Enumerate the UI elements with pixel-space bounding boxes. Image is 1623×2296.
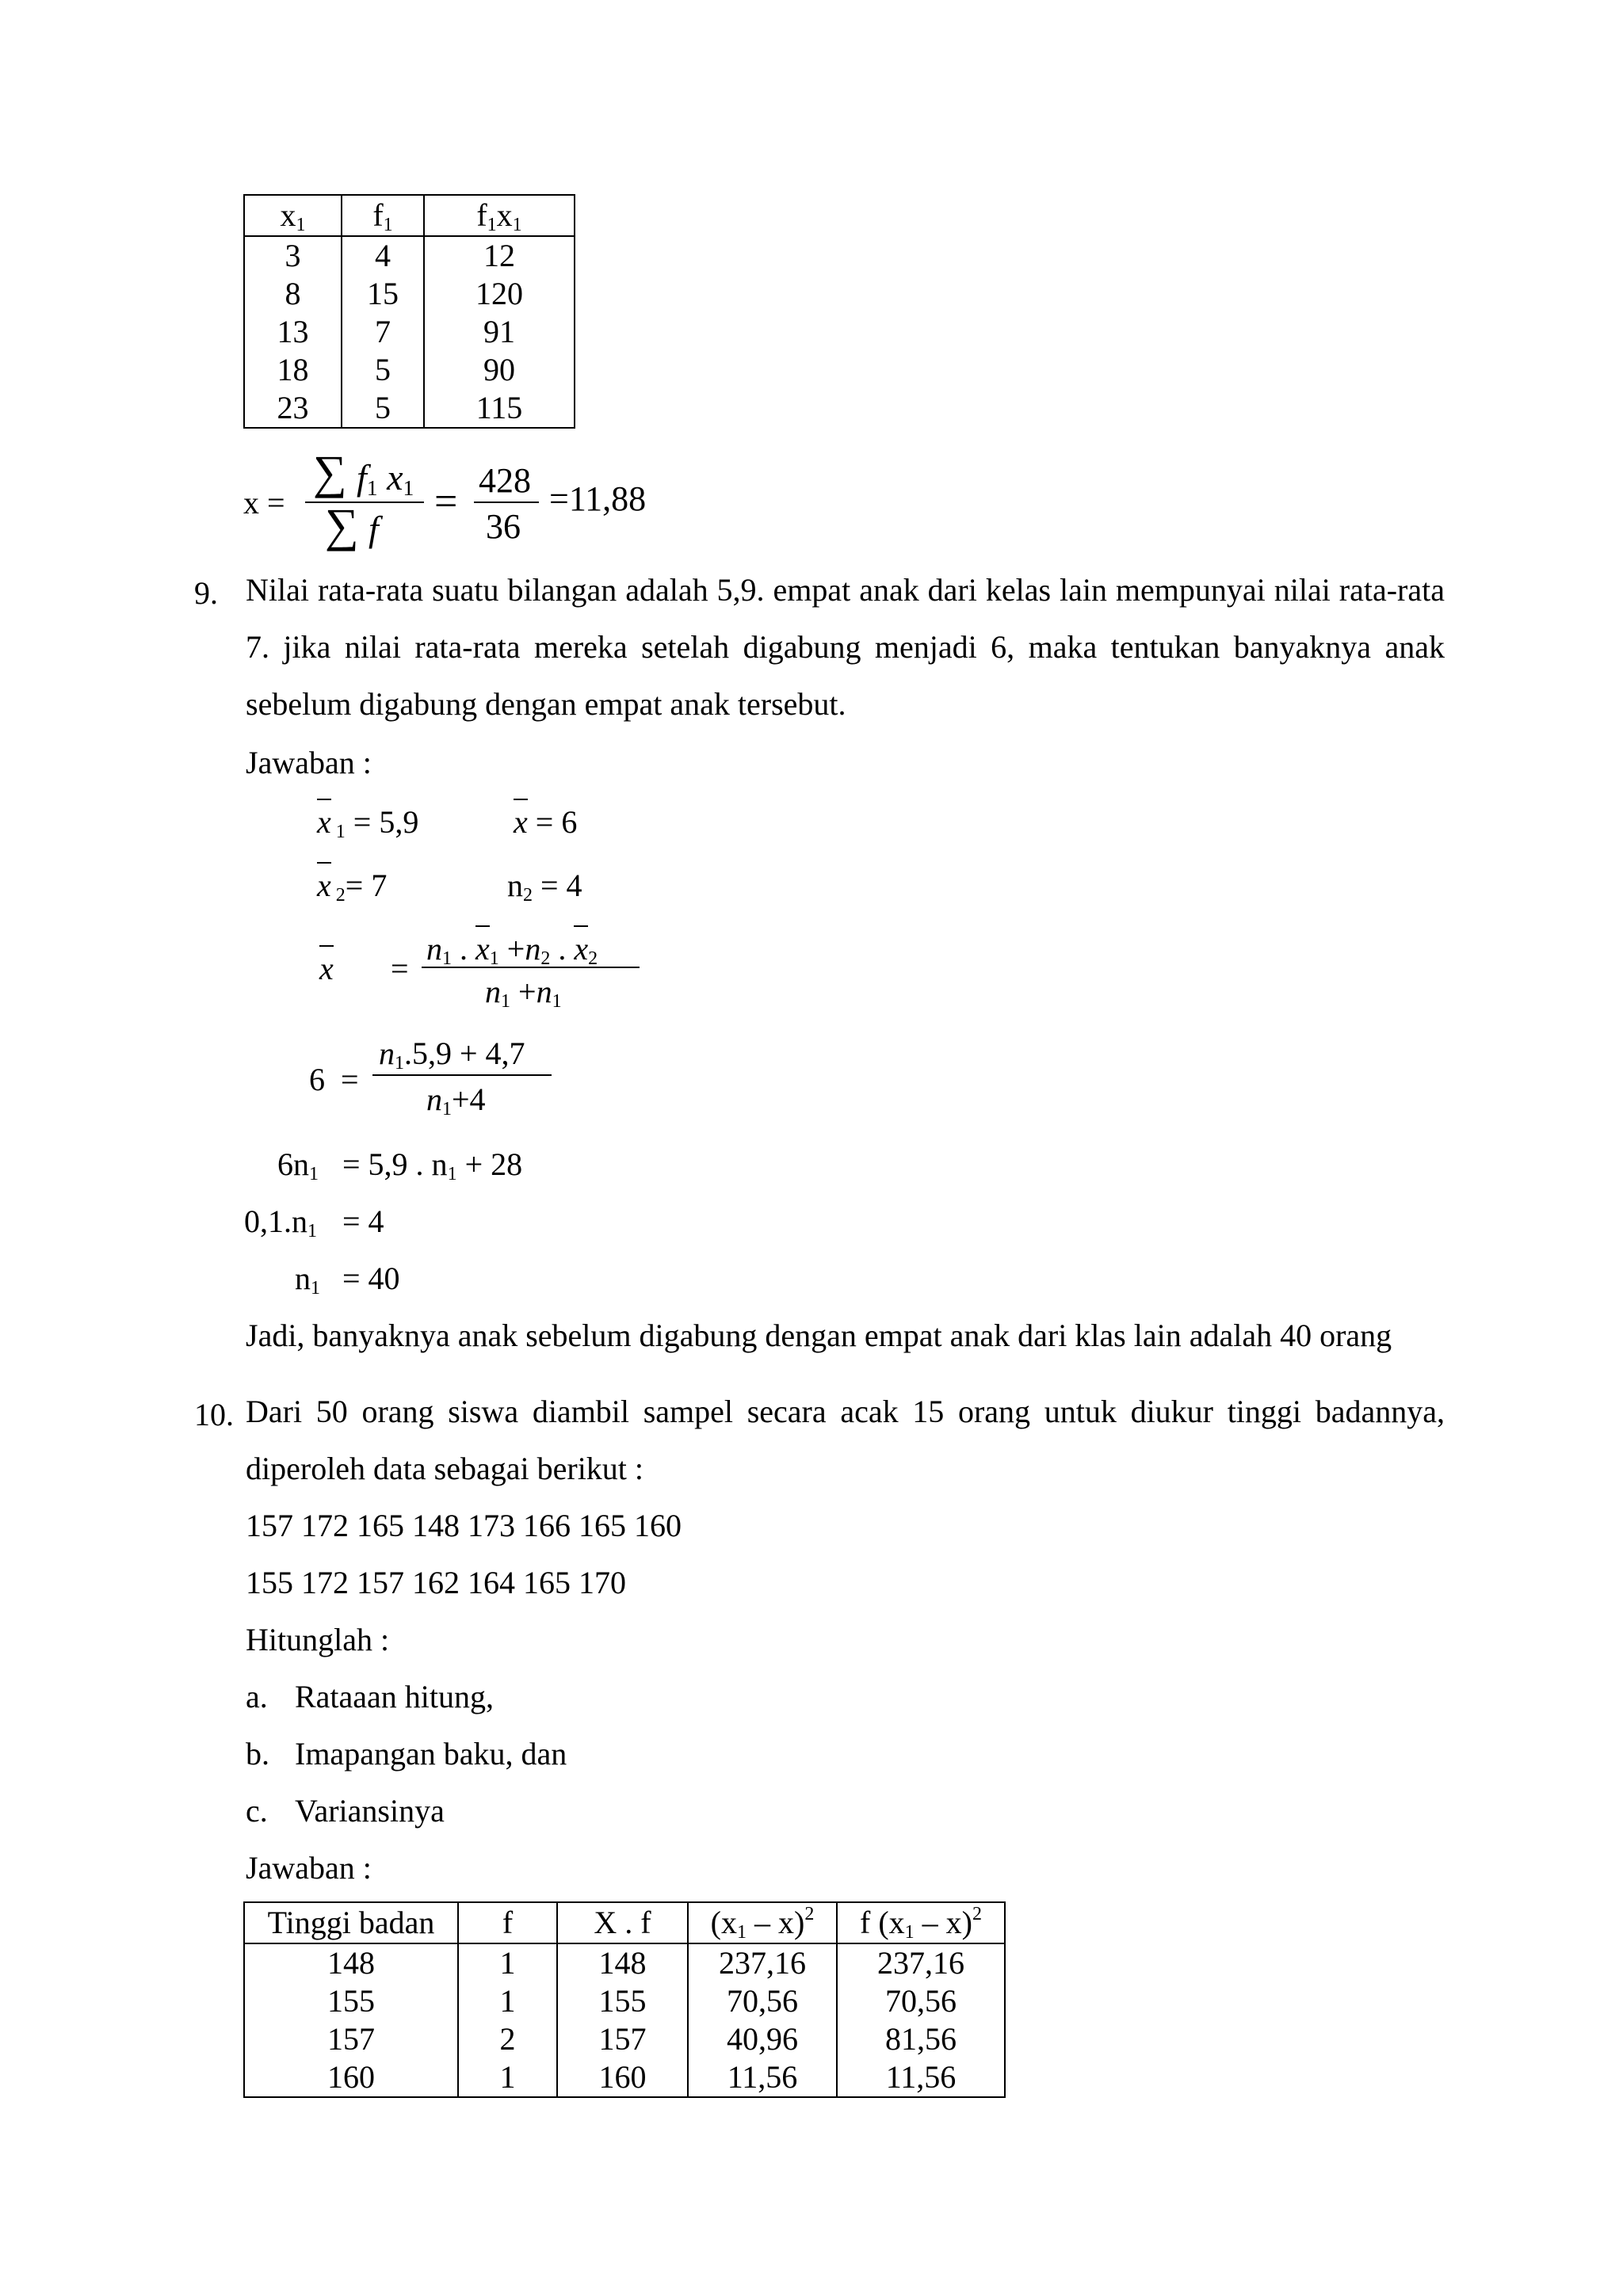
given-x1: x $_1$ = 5,9 — [317, 804, 419, 842]
table-header-row — [244, 195, 575, 236]
header-f: f — [458, 1902, 557, 1943]
cell: 1 — [458, 1982, 557, 2020]
sum-symbol-den: ∑ — [325, 499, 359, 551]
table-row — [244, 389, 575, 428]
six-value: 6 — [309, 1062, 325, 1097]
step-numerator: $n_1.5,9 + 4,7$ — [379, 1035, 525, 1074]
cell: 155 — [557, 1982, 688, 2020]
data-line-2: 155 172 157 162 164 165 170 — [246, 1565, 626, 1600]
cell: 40,96 — [688, 2020, 837, 2058]
table-row — [244, 1943, 1005, 1982]
numerator-f: $f_1$ $x_1$ — [357, 457, 414, 500]
step-denominator: $n_1+4$ — [426, 1081, 486, 1119]
data-line-1: 157 172 165 148 173 166 165 160 — [246, 1508, 682, 1543]
question-number-10: 10. — [194, 1397, 234, 1432]
header-f1x1: $f_1x_1$ — [424, 195, 575, 236]
step2-left: $0,1.n_1$ — [244, 1203, 317, 1241]
cell: 8 — [244, 275, 342, 313]
cell: 12 — [424, 236, 575, 275]
list-item-letter: b. — [246, 1736, 269, 1772]
frac-denominator: 36 — [486, 507, 521, 546]
cell: 91 — [424, 313, 575, 351]
denominator-f: f — [369, 509, 379, 549]
formula-fraction-line — [422, 967, 640, 968]
cell: 1 — [458, 2058, 557, 2097]
cell: 18 — [244, 351, 342, 389]
fraction-line — [305, 502, 424, 503]
question-9-text: Nilai rata-rata suatu bilangan adalah 5,9. empat anak dari kelas lain mempunyai nilai rata-rata 7. jika nilai rata-rata mereka setelah digabung menjadi 6, maka tentukan banyaknya anak sebelum digabung dengan empat anak tersebut. — [246, 572, 1445, 722]
table-row — [244, 1982, 1005, 2020]
cell: 5 — [342, 389, 424, 428]
header-xf: X . f — [557, 1902, 688, 1943]
mean-result: =11,88 — [549, 479, 647, 518]
cell: 81,56 — [837, 2020, 1005, 2058]
list-item-letter: c. — [246, 1793, 268, 1829]
cell: 120 — [424, 275, 575, 313]
given-x2: x $_2$= 7 — [317, 868, 388, 906]
cell: 237,16 — [688, 1943, 837, 1982]
cell: 160 — [557, 2058, 688, 2097]
header-x1: $x_1$ — [244, 195, 342, 236]
cell: 4 — [342, 236, 424, 275]
list-item-text: Variansinya — [295, 1793, 445, 1829]
cell: 23 — [244, 389, 342, 428]
cell: 155 — [244, 1982, 458, 2020]
cell: 5 — [342, 351, 424, 389]
cell: 13 — [244, 313, 342, 351]
cell: 3 — [244, 236, 342, 275]
cell: 157 — [557, 2020, 688, 2058]
header-tinggi-badan: Tinggi badan — [244, 1902, 458, 1943]
table-header-row — [244, 1902, 1005, 1943]
step3-right: = 40 — [342, 1261, 400, 1296]
step2-right: = 4 — [342, 1203, 384, 1239]
question-number-9: 9. — [194, 575, 218, 611]
frequency-table — [243, 194, 575, 429]
sum-symbol: ∑ — [313, 446, 347, 498]
xbar-symbol: x — [319, 951, 334, 986]
table-row — [244, 351, 575, 389]
cell: 148 — [557, 1943, 688, 1982]
answer-label-10: Jawaban : — [246, 1850, 372, 1886]
formula-numerator: $n_1$ . $x_1 +n_2$ . $x_2$ — [426, 931, 598, 969]
formula-denominator: $n_1 +n_1$ — [485, 974, 562, 1012]
table-row — [244, 2020, 1005, 2058]
step-fraction-line — [372, 1074, 552, 1076]
cell: 148 — [244, 1943, 458, 1982]
mean-lhs: x = — [243, 485, 285, 521]
cell: 115 — [424, 389, 575, 428]
cell: 90 — [424, 351, 575, 389]
cell: 237,16 — [837, 1943, 1005, 1982]
cell: 1 — [458, 1943, 557, 1982]
step1-left: $6n_1$ — [277, 1146, 319, 1184]
table-row — [244, 313, 575, 351]
cell: 70,56 — [837, 1982, 1005, 2020]
table-row — [244, 275, 575, 313]
step1-right: = 5,9 . $n_1 + 28$ — [342, 1146, 523, 1184]
list-item-text: Rataaan hitung, — [295, 1679, 495, 1714]
given-xbar: x = 6 — [514, 804, 578, 840]
cell: 2 — [458, 2020, 557, 2058]
table-row — [244, 2058, 1005, 2097]
header-f1: $f_1$ — [342, 195, 424, 236]
prompt-hitunglah: Hitunglah : — [246, 1622, 390, 1657]
list-item-letter: a. — [246, 1679, 268, 1714]
conclusion-9: Jadi, banyaknya anak sebelum digabung dengan empat anak dari klas lain adalah 40 orang — [246, 1318, 1392, 1353]
step3-left: $n_1$ — [295, 1261, 320, 1299]
cell: 157 — [244, 2020, 458, 2058]
formula-equals: = — [391, 951, 409, 986]
cell: 7 — [342, 313, 424, 351]
fraction-line-2 — [474, 502, 539, 503]
cell: 160 — [244, 2058, 458, 2097]
answer-label-9: Jawaban : — [246, 745, 372, 780]
question-10-text: Dari 50 orang siswa diambil sampel secara acak 15 orang untuk diukur tinggi badannya, diperoleh data sebagai berikut : — [246, 1394, 1445, 1486]
table-row — [244, 236, 575, 275]
equals-sign: = — [434, 479, 458, 524]
header-deviation-squared: $(x_1 - x)^2$ — [688, 1902, 837, 1943]
frac-numerator: 428 — [479, 461, 531, 500]
cell: 70,56 — [688, 1982, 837, 2020]
cell: 11,56 — [688, 2058, 837, 2097]
height-table — [243, 1901, 1006, 2098]
header-f-deviation-squared: f $(x_1 - x)^2$ — [837, 1902, 1005, 1943]
cell: 11,56 — [837, 2058, 1005, 2097]
cell: 15 — [342, 275, 424, 313]
list-item-text: Imapangan baku, dan — [295, 1736, 567, 1772]
given-n2: $n_2 = 4$ — [507, 868, 582, 906]
step-equals: = — [341, 1062, 359, 1097]
